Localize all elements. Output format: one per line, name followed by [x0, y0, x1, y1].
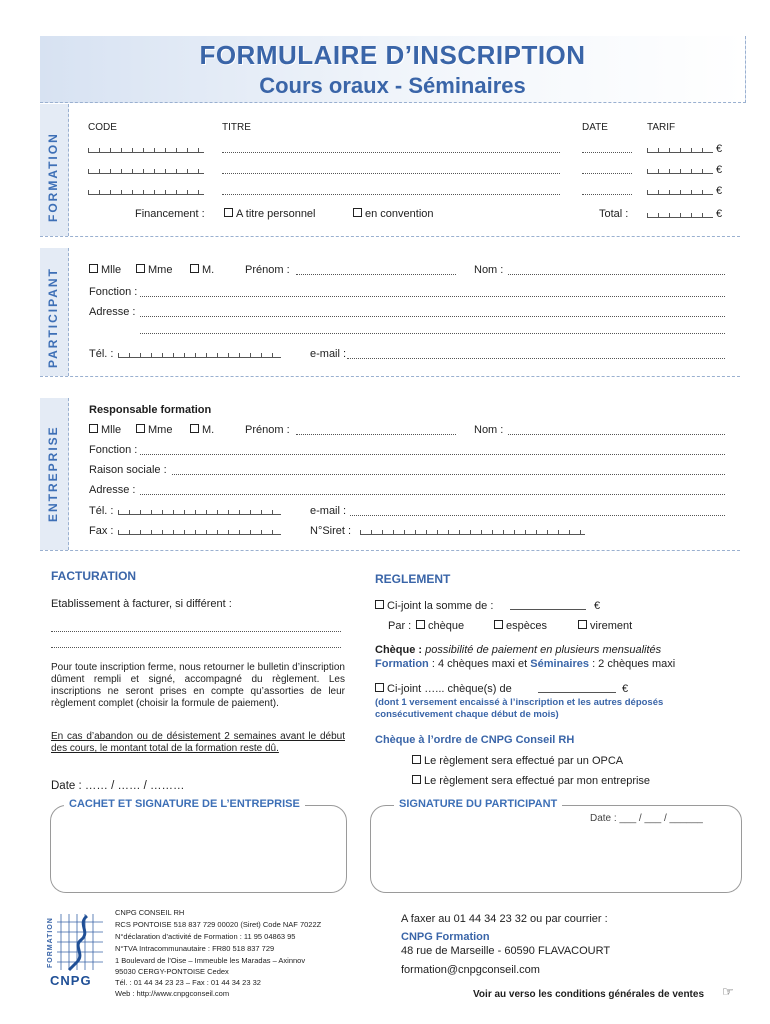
checkbox[interactable] [89, 264, 98, 273]
total-label: Total : [599, 208, 629, 220]
facturation-paragraph: Pour toute inscription ferme, nous retourner le bulletin d’inscription dûment rempli et signé, accompagné du règlement. Les inscriptions ne seront prises en compte qu’assorties de leur règlement complet (choisir la formule de paiement). [51, 662, 345, 709]
cheques-amount-field[interactable] [538, 692, 616, 693]
cheque-bold: Chèque : [375, 644, 423, 656]
page-title: FORMULAIRE D’INSCRIPTION [199, 40, 586, 70]
checkbox[interactable] [412, 775, 421, 784]
adresse-label: Adresse : [89, 484, 136, 496]
civ-m[interactable] [190, 264, 214, 277]
prenom-label: Prénom : [245, 424, 290, 436]
divider [40, 376, 740, 377]
tarif-field-3[interactable] [647, 185, 713, 195]
email-label: e-mail : [310, 505, 347, 517]
fax-field[interactable] [118, 525, 281, 535]
checkbox[interactable] [190, 424, 199, 433]
email-field[interactable] [347, 358, 725, 359]
nom-label: Nom : [474, 264, 504, 276]
cijoint-cheques[interactable] [375, 683, 512, 696]
tarif-field-2[interactable] [647, 164, 713, 174]
etablissement-field-1[interactable] [51, 631, 341, 632]
civ-mlle[interactable] [89, 264, 121, 277]
ordre-cheque: Chèque à l’ordre de CNPG Conseil RH [375, 734, 575, 746]
par-label: Par : [388, 620, 412, 632]
tel-field[interactable] [118, 505, 281, 515]
checkbox[interactable] [89, 424, 98, 433]
checkbox[interactable] [416, 620, 425, 629]
email-field[interactable] [350, 515, 725, 516]
company-line-3: N°déclaration d’activité de Formation : 11 95 04863 95 [115, 932, 296, 941]
civ-m[interactable] [190, 424, 214, 437]
cijoint-cheques-label: Ci-joint …... chèque(s) de [387, 683, 512, 695]
company-line-4: N°TVA Intracommunautaire : FR80 518 837 729 [115, 944, 275, 953]
opt-opca[interactable] [412, 755, 623, 768]
contact-email[interactable]: formation@cnpgconseil.com [401, 964, 540, 976]
cachet-label: CACHET ET SIGNATURE DE L’ENTREPRISE [64, 798, 305, 810]
nom-label: Nom : [474, 424, 504, 436]
seminaires-word: Séminaires [530, 658, 589, 670]
checkbox[interactable] [375, 600, 384, 609]
fonction-field[interactable] [140, 296, 725, 297]
financement-label: Financement : [135, 208, 205, 220]
siret-field[interactable] [360, 525, 585, 535]
titre-field-3[interactable] [222, 194, 560, 195]
prenom-field[interactable] [296, 434, 456, 435]
checkbox[interactable] [353, 208, 362, 217]
logo-name: CNPG [50, 973, 92, 988]
civ-label: M. [202, 264, 215, 276]
code-field-2[interactable] [88, 164, 204, 174]
etablissement-field-2[interactable] [51, 647, 341, 648]
checkbox[interactable] [412, 755, 421, 764]
currency-1: € [716, 143, 723, 155]
adresse-field-2[interactable] [140, 333, 725, 334]
opt-label: virement [590, 620, 633, 632]
page-subtitle: Cours oraux - Séminaires [259, 73, 526, 98]
cijoint-somme-label: Ci-joint la somme de : [387, 600, 494, 612]
total-field[interactable] [647, 208, 713, 218]
code-field-1[interactable] [88, 143, 204, 153]
opt-label: chèque [428, 620, 465, 632]
col-titre: TITRE [222, 122, 251, 133]
email-label: e-mail : [310, 348, 347, 360]
checkbox[interactable] [136, 264, 145, 273]
opt-personnel[interactable] [224, 208, 316, 221]
dont-note: (dont 1 versement encaissé à l’inscription et les autres déposés consécutivement chaque début de mois) [375, 697, 664, 720]
company-line-1: CNPG CONSEIL RH [115, 908, 185, 917]
opt-label: espèces [506, 620, 547, 632]
prenom-label: Prénom : [245, 264, 290, 276]
checkbox[interactable] [190, 264, 199, 273]
etablissement-label: Etablissement à facturer, si différent : [51, 598, 232, 610]
fax-instruction: A faxer au 01 44 34 23 32 ou par courrier : [401, 913, 608, 925]
checkbox[interactable] [494, 620, 503, 629]
verso-note: Voir au verso les conditions générales de ventes [473, 989, 705, 1000]
fonction-label: Fonction : [89, 444, 138, 456]
participant-side-label: PARTICIPANT [46, 267, 60, 368]
tel-label: Tél. : [89, 505, 114, 517]
opt-personnel-label: A titre personnel [236, 208, 316, 220]
titre-field-2[interactable] [222, 173, 560, 174]
opt-virement[interactable] [578, 620, 632, 633]
divider [40, 236, 740, 237]
responsable-title: Responsable formation [89, 404, 212, 416]
nom-field[interactable] [508, 434, 725, 435]
date-field-3[interactable] [582, 194, 632, 195]
company-line-7: Tél. : 01 44 34 23 23 – Fax : 01 44 34 23 32 [115, 978, 261, 987]
formation-word: Formation [375, 658, 429, 670]
pointing-hand-icon: ☞ [722, 984, 734, 999]
opt-entreprise[interactable] [412, 775, 650, 788]
cheques-currency: € [622, 683, 629, 695]
cnpg-formation: CNPG Formation [401, 931, 490, 943]
civ-label: M. [202, 424, 215, 436]
date-field-2[interactable] [582, 173, 632, 174]
checkbox[interactable] [224, 208, 233, 217]
civ-mme[interactable] [136, 264, 172, 277]
tarif-field-1[interactable] [647, 143, 713, 153]
code-field-3[interactable] [88, 185, 204, 195]
facturation-title: FACTURATION [51, 569, 137, 583]
col-tarif: TARIF [647, 122, 676, 133]
siret-label: N°Siret : [310, 525, 352, 537]
tel-field[interactable] [118, 348, 281, 358]
postal-address: 48 rue de Marseille - 60590 FLAVACOURT [401, 945, 611, 957]
civ-label: Mlle [101, 264, 122, 276]
adresse-field[interactable] [140, 494, 725, 495]
company-line-8: Web : http://www.cnpgconseil.com [115, 989, 230, 998]
fax-label: Fax : [89, 525, 114, 537]
opt-label: Le règlement sera effectué par un OPCA [424, 755, 624, 767]
formation-side-label: FORMATION [46, 132, 60, 222]
opt-label: Le règlement sera effectué par mon entreprise [424, 775, 651, 787]
checkbox[interactable] [578, 620, 587, 629]
somme-currency: € [594, 600, 601, 612]
nom-field[interactable] [508, 274, 725, 275]
civ-label: Mme [148, 264, 173, 276]
cheque-italic: possibilité de paiement en plusieurs mensualités [425, 644, 662, 656]
formation-info: : 4 chèques maxi et [431, 658, 528, 670]
date-field-1[interactable] [582, 152, 632, 153]
currency-3: € [716, 185, 723, 197]
currency-total: € [716, 208, 723, 220]
facturation-date[interactable]: Date : …… / …… / ……… [51, 780, 185, 792]
seminaires-info: : 2 chèques maxi [592, 658, 676, 670]
company-line-5: 1 Boulevard de l’Oise – Immeuble les Maradas – Axinnov [115, 956, 306, 965]
company-line-6: 95030 CERGY-PONTOISE Cedex [115, 967, 229, 976]
abandon-paragraph: En cas d’abandon ou de désistement 2 semaines avant le début des cours, le montant total de la formation reste dû. [51, 731, 345, 754]
signature-participant-label: SIGNATURE DU PARTICIPANT [394, 798, 562, 810]
civ-mlle[interactable] [89, 424, 121, 437]
somme-field[interactable] [510, 609, 586, 610]
signature-date[interactable]: Date : ___ / ___ / ______ [590, 813, 703, 824]
fonction-label: Fonction : [89, 286, 138, 298]
opt-convention-label: en convention [365, 208, 434, 220]
adresse-label: Adresse : [89, 306, 136, 318]
cijoint-somme[interactable] [375, 600, 493, 613]
col-date: DATE [582, 122, 608, 133]
divider [40, 550, 740, 551]
raison-field[interactable] [172, 474, 725, 475]
formation-seminaires-info [375, 658, 675, 671]
titre-field-1[interactable] [222, 152, 560, 153]
civ-label: Mlle [101, 424, 122, 436]
currency-2: € [716, 164, 723, 176]
opt-cheque[interactable] [416, 620, 464, 633]
prenom-field[interactable] [296, 274, 456, 275]
cachet-box[interactable] [50, 805, 347, 893]
logo-vertical-text: FORMATION [47, 917, 54, 968]
opt-especes[interactable] [494, 620, 547, 633]
opt-convention[interactable] [353, 208, 434, 221]
raison-label: Raison sociale : [89, 464, 167, 476]
fonction-field[interactable] [140, 454, 725, 455]
civ-mme[interactable] [136, 424, 172, 437]
reglement-title: REGLEMENT [375, 572, 451, 586]
cheque-info [375, 644, 661, 657]
civ-label: Mme [148, 424, 173, 436]
company-line-2: RCS PONTOISE 518 837 729 00020 (Siret) Code NAF 7022Z [115, 920, 322, 929]
adresse-field-1[interactable] [140, 316, 725, 317]
entreprise-side-label: ENTREPRISE [46, 425, 60, 522]
tel-label: Tél. : [89, 348, 114, 360]
checkbox[interactable] [375, 683, 384, 692]
checkbox[interactable] [136, 424, 145, 433]
col-code: CODE [88, 122, 117, 133]
